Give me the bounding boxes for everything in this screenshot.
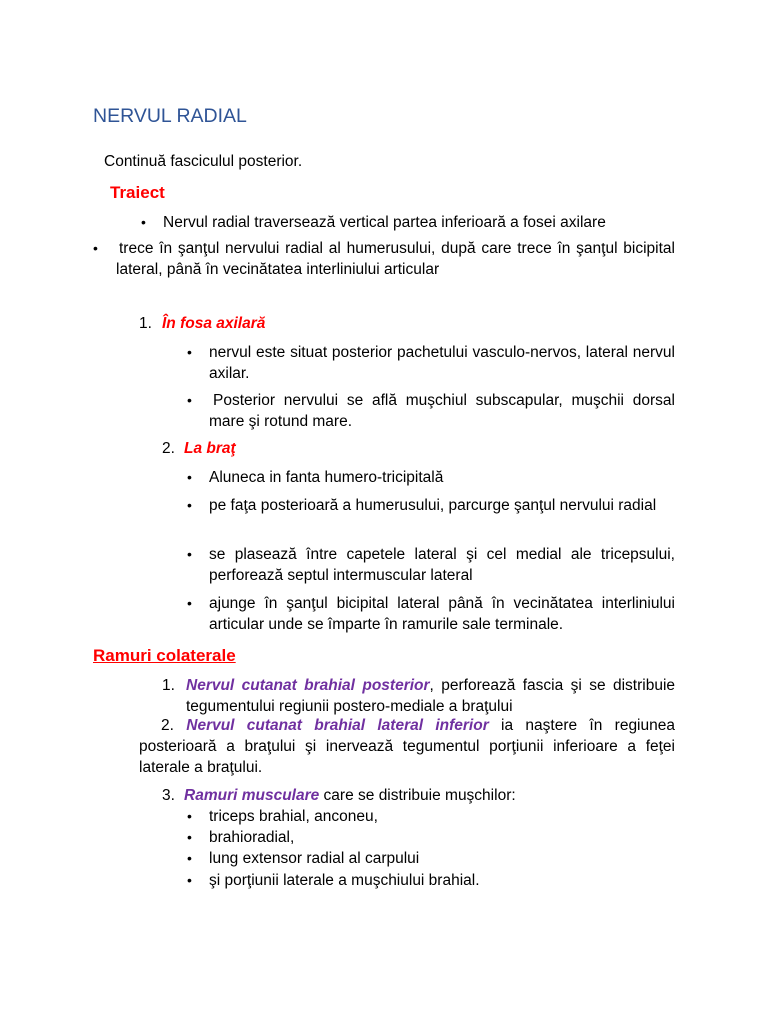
traiect-bullet-1: Nervul radial traversează vertical partea inferioară a fosei axilare: [163, 214, 606, 231]
intro-text: Continuă fasciculul posterior.: [104, 153, 303, 170]
bullet-icon: •: [187, 469, 192, 485]
bullet-icon: •: [187, 829, 192, 845]
traiect-heading: Traiect: [110, 183, 165, 202]
bullet-icon: •: [187, 546, 192, 562]
section-2-bullet-2: pe faţa posterioară a humerusului, parcurge şanţul nervului radial: [209, 497, 657, 514]
ramuri-2-text: [139, 715, 675, 778]
ramuri-2-number: 2.: [161, 717, 174, 734]
ramuri-3-bullet-3: lung extensor radial al carpului: [209, 850, 420, 867]
ramuri-3-text: [184, 785, 675, 806]
ramuri-2-name: Nervul cutanat brahial lateral inferior: [186, 717, 489, 734]
ramuri-3-bullet-2: brahioradial,: [209, 829, 295, 846]
bullet-icon: •: [187, 344, 192, 360]
bullet-icon: •: [187, 392, 192, 408]
section-1-bullet-2: Posterior nervului se află muşchiul subscapular, muşchii dorsal mare şi rotund mare.: [209, 392, 675, 430]
ramuri-1-text: [186, 675, 675, 717]
ramuri-1-name: Nervul cutanat brahial posterior: [186, 677, 430, 694]
ramuri-1-number: 1.: [162, 677, 175, 694]
section-1-title: În fosa axilară: [162, 315, 266, 332]
section-2-bullet-3: se plasează între capetele lateral şi cel medial ale tricepsului, perforează septul intermuscular lateral: [209, 546, 675, 584]
ramuri-3-number: 3.: [162, 787, 175, 804]
ramuri-3-desc: care se distribuie muşchilor:: [319, 787, 516, 804]
traiect-bullet-2: trece în şanţul nervului radial al humerusului, după care trece în şanţul bicipital lateral, până în vecinătatea interliniului articular: [116, 240, 675, 278]
ramuri-heading: Ramuri colaterale: [93, 646, 236, 665]
bullet-icon: •: [187, 872, 192, 888]
page-title: NERVUL RADIAL: [93, 105, 247, 127]
ramuri-1-desc: , perforează fascia şi se distribuie tegumentului regiunii postero-mediale a braţului: [186, 677, 676, 715]
section-2-bullet-1: Aluneca in fanta humero-tricipitală: [209, 469, 444, 486]
ramuri-3-bullet-4: şi porţiunii laterale a muşchiului brahial.: [209, 872, 480, 889]
ramuri-3-name: Ramuri musculare: [184, 787, 320, 804]
bullet-icon: •: [141, 214, 146, 230]
section-2-title: La braţ: [184, 440, 236, 457]
bullet-icon: •: [187, 850, 192, 866]
section-1-bullet-1: nervul este situat posterior pachetului vasculo-nervos, lateral nervul axilar.: [209, 344, 675, 382]
section-1-number: 1.: [139, 315, 152, 332]
bullet-icon: •: [187, 808, 192, 824]
ramuri-2-desc: ia naştere în regiunea posterioară a braţului şi inervează tegumentul porţiunii inferioare a feţei laterale a braţului.: [139, 717, 675, 776]
section-2-number: 2.: [162, 440, 175, 457]
bullet-icon: •: [187, 497, 192, 513]
ramuri-3-bullet-1: triceps brahial, anconeu,: [209, 808, 378, 825]
bullet-icon: •: [93, 240, 98, 256]
section-2-bullet-4: ajunge în şanţul bicipital lateral până în vecinătatea interliniului articular unde se împarte în ramurile sale terminale.: [209, 595, 675, 633]
bullet-icon: •: [187, 595, 192, 611]
